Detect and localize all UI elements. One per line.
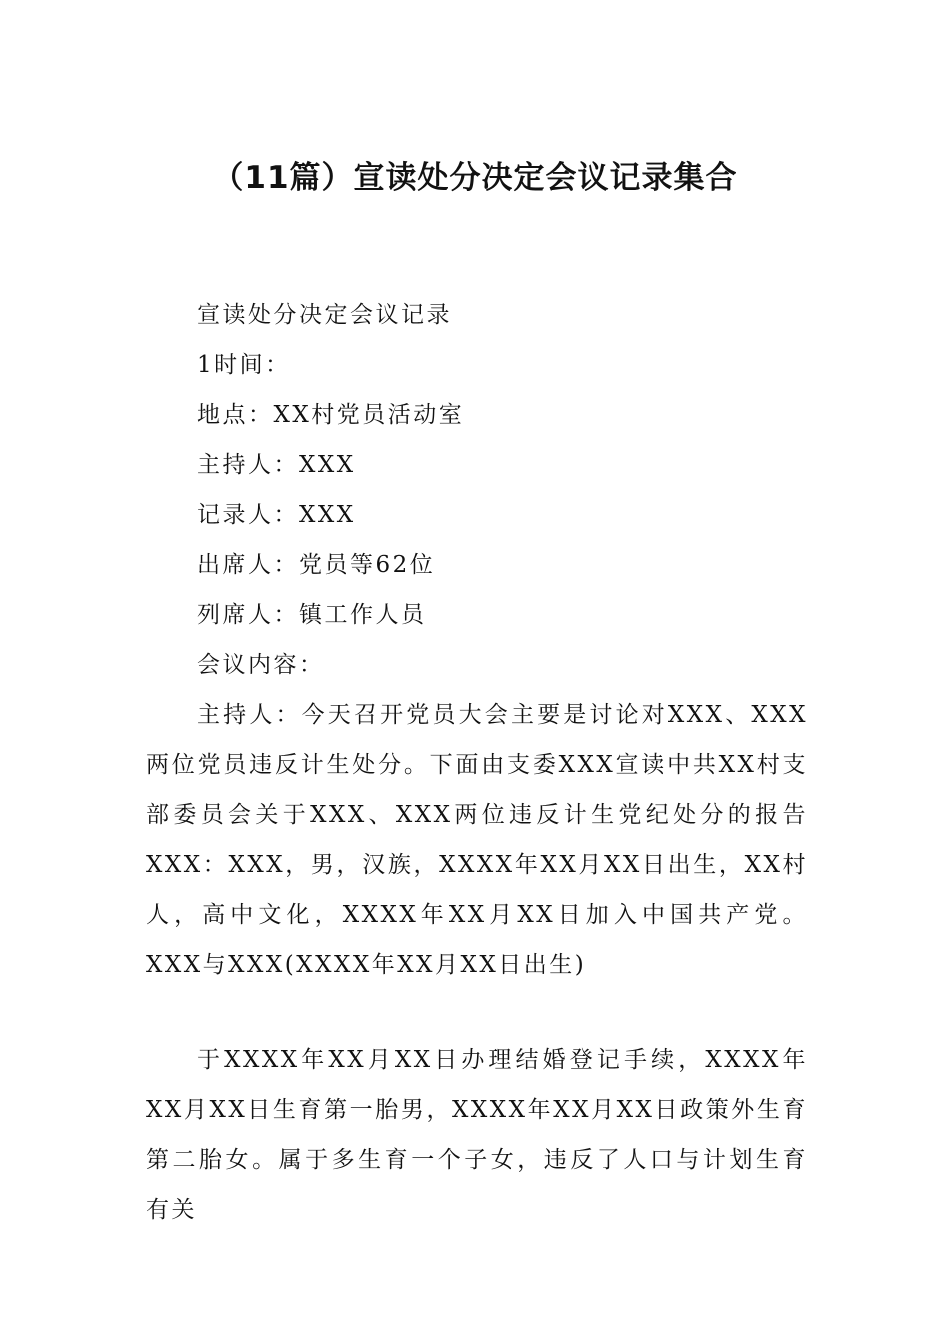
record-heading: 宣读处分决定会议记录 <box>197 302 452 328</box>
meeting-content-label: 会议内容： <box>197 652 325 678</box>
meeting-paragraph: 主持人：今天召开党员大会主要是讨论对XXX、XXX两位党员违反计生处分。下面由支委XXX宣读中共XX村支部委员会关于XXX、XXX两位违反计生党纪处分的报告XXX：XXX，男，汉族，XXXX年XX月XX日出生，XX村人，高中文化，XXXX年XX月XX日加入中国共产党。XXX与XXX(XXXX年XX月XX日出生) <box>146 702 808 978</box>
host-line: 主持人：XXX <box>197 452 356 478</box>
document-title: （11篇）宣读处分决定会议记录集合 <box>212 160 738 196</box>
meeting-record-body <box>146 290 808 990</box>
meeting-record-continued <box>146 1035 808 1235</box>
recorder-line: 记录人：XXX <box>197 502 356 528</box>
meeting-paragraph-continued: 于XXXX年XX月XX日办理结婚登记手续，XXXX年XX月XX日生育第一胎男，XXXX年XX月XX日政策外生育第二胎女。属于多生育一个子女，违反了人口与计划生育有关 <box>146 1047 808 1223</box>
attendees-line: 出席人：党员等62位 <box>197 552 436 578</box>
time-line: 1时间： <box>197 352 291 378</box>
observers-line: 列席人：镇工作人员 <box>197 602 427 628</box>
location-line: 地点：XX村党员活动室 <box>197 402 465 428</box>
